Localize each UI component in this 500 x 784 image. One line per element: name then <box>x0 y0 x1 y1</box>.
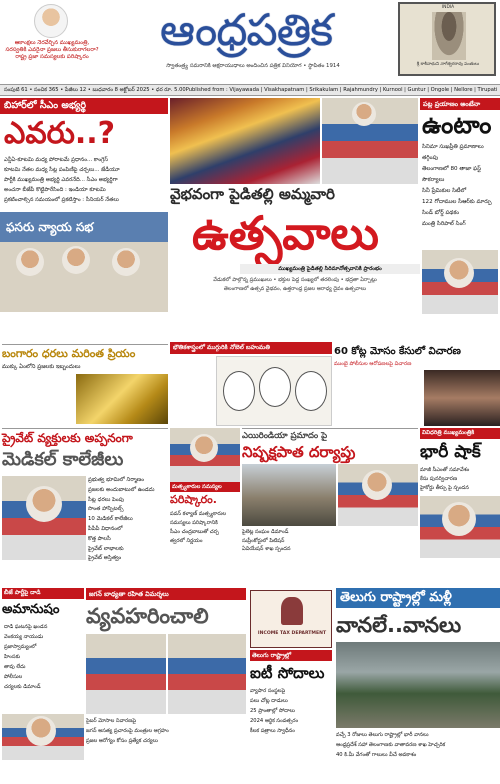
cm-at-temple-photo <box>322 98 418 184</box>
brutal-point: హింసకు <box>4 654 21 660</box>
incometax-kicker[interactable]: తెలుగు రాష్ట్రాల్లో <box>250 650 332 661</box>
cm-portrait <box>34 4 68 38</box>
leader-photo <box>16 248 44 276</box>
brutal-point: పోలీసుల <box>4 674 23 680</box>
brutal-point: చర్యలకు డిమాండ్ <box>4 684 41 690</box>
temple-headline-2[interactable]: ఉత్సవాలు <box>192 206 379 260</box>
leader-photo <box>112 248 140 276</box>
stamp-header: INDIA <box>441 5 455 10</box>
hospital-visit-photo <box>86 634 166 714</box>
founder-portrait <box>432 12 466 60</box>
pawan-kicker[interactable]: మత్స్యకారుల సమస్యల <box>170 482 240 492</box>
postage-stamp <box>398 2 496 76</box>
rain-points <box>336 730 500 760</box>
jagan-headline[interactable]: వ్యవహరించాలి <box>86 604 209 628</box>
temple-headline-1[interactable]: వైభవంగా పైడితల్లి అమ్మవారి <box>170 185 335 203</box>
incometax-point: వ్యాపార సంస్థలపై <box>250 688 286 694</box>
bihar-point: పార్టీకి ముఖ్యమంత్రి అభ్యర్థి ఎవరనేది... సీఎం అభ్యర్థిగా <box>4 177 118 183</box>
pawan-photo <box>170 428 240 482</box>
right-top-body <box>420 316 500 346</box>
gold-bars-photo <box>76 374 168 424</box>
brutal-point: దాడి ఘటనపై ఖండన <box>4 624 48 630</box>
shock-photo <box>420 496 500 558</box>
masthead <box>0 0 500 86</box>
jagan-photo <box>2 476 86 560</box>
jagan-face <box>26 486 62 522</box>
minister-face <box>444 258 474 288</box>
temple-strap: ముఖ్యమంత్రి పైడితల్లి సిరిమానోత్సవానికి ప్రారంభం <box>240 264 420 274</box>
temple-subpoints: వేడుకలో పాల్గొన్న ప్రముఖులు • భక్తుల పెద్ద సంఖ్యలో తరలింపు • భద్రతా ఏర్పాట్లు <box>213 277 377 283</box>
bihar-headline[interactable]: ఎవరు..? <box>4 116 116 151</box>
pawan-face <box>190 434 218 462</box>
bihar-point: ప్రకటించాల్సిన సమయంలో ప్రకటిస్తాం : సీనియర్ నేతలు <box>4 197 119 203</box>
temple-caption: తెలంగాణలో ఉత్సవ వైభవం, ఉత్తరాంధ్ర ప్రజల ఆరాధ్య దైవం ఉత్సవాలు <box>223 286 367 292</box>
rain-body <box>336 762 500 782</box>
masthead-subtitle: స్వాతంత్ర్య సమరానికి ఆక్షరాయుధాలు అందించిన పత్రిక వినియోగ • స్థాపితం 1914 <box>166 63 340 69</box>
cm-face <box>352 102 376 126</box>
shock-kicker[interactable]: వివిధరిత్రి ముఖ్యమంత్రికి <box>420 428 500 439</box>
leader-photo <box>62 246 90 274</box>
rain-headline[interactable]: వానలే..వానలు <box>336 613 462 637</box>
incometax-point: పలు చోట్ల దాడులు <box>250 698 288 704</box>
minister-photo <box>422 250 498 314</box>
medical-point: పీపీపీ విధానంలో <box>88 525 123 532</box>
bihar-kicker[interactable]: బిహార్‌లో సీఎం అభ్యర్థి <box>0 98 168 114</box>
shock-point: హైకోర్టు తీర్పు పై స్పందన <box>420 485 469 491</box>
income-tax-logo <box>250 590 332 648</box>
brutal-kicker[interactable]: బీజే పార్టీపై దాడి <box>2 588 84 599</box>
rain-point: 40 కి.మీ వేగంతో గాలులు వీచే అవకాశం <box>336 752 417 758</box>
incometax-point: 25 ప్రాంతాల్లో సోదాలు <box>250 708 295 714</box>
medical-point: ప్రజలకు అందుబాటులో ఉండదు <box>88 486 155 493</box>
airindia-point: సుప్రీంకోర్టులో పిటిషన్ <box>242 537 285 544</box>
medical-headline-1[interactable]: ప్రైవేట్ వ్యక్తులకు అప్పనంగా <box>2 428 168 446</box>
jagan-body <box>86 748 332 782</box>
airindia-body <box>242 556 418 586</box>
emblem-icon <box>281 597 303 625</box>
brutal-point: ప్రజాస్వామ్యంలో <box>4 644 37 650</box>
rain-kicker[interactable]: తెలుగు రాష్ట్రాల్లో మళ్లీ <box>336 588 500 608</box>
right-top-point: తెలంగాణలో 80 తాజా ఫస్ట్ సౌకర్యాలు <box>422 166 482 183</box>
right-top-points <box>422 142 500 230</box>
incometax-headline[interactable]: ఐటీ సోదాలు <box>250 664 325 682</box>
bihar-point: కూటమి నేతల మధ్య సీట్ల పంపిణీపై చర్చలు... జేడీయూ <box>4 167 120 173</box>
right-top-kicker[interactable]: పట్ల ప్రయాణం అంటేనా <box>420 98 500 110</box>
temple-procession-photo <box>170 98 320 184</box>
shock-points <box>420 466 500 493</box>
rain-point: ఆంధ్రప్రదేశ్ సహా తెలంగాణకు వాతావరణ శాఖ హెచ్చరిక <box>336 742 446 748</box>
airindia-point: ఏవియేషన్ శాఖ స్పందన <box>242 546 291 553</box>
pawan-point: పవన్ కళ్యాణ్ మత్స్యకారుల సమస్యలు పరిష్కారానికి <box>170 511 227 526</box>
airindia-point: పైలెట్ల సంఘం డిమాండ్ <box>242 529 289 535</box>
published-locations: Published from : Vijayawada | Visakhapatnam | Srikakulam | Rajahmundry | Kurnool | Guntur | Ongole | Nellore | Tirupati <box>185 87 498 93</box>
income-tax-logo-text: INCOME TAX DEPARTMENT <box>257 631 327 636</box>
laureate-portrait <box>259 367 291 407</box>
brutal-points <box>4 622 84 692</box>
jagan-point: జగన్ అసత్య ప్రచారంపై మంత్రుల ఆగ్రహం <box>86 728 169 734</box>
airindia-kicker[interactable]: ఎయిరిండియా ప్రమాదం పై <box>242 428 418 441</box>
medical-point: కొత్త పాలసీ <box>88 535 111 542</box>
medical-body <box>2 564 168 586</box>
right-top-point: సిండ్ బోర్డ్ పథకం <box>422 210 460 216</box>
edition-info: సంపుటి 61 • సంచిక 365 • పేజీలు 12 • బుధవారం 8 అక్టోబర్ 2025 • ధర రూ. 5.00 <box>4 87 186 93</box>
jagan-kicker[interactable]: జగన్ బాధ్యతా రహిత విమర్శలు <box>86 588 246 600</box>
gold-body <box>2 374 74 428</box>
gold-headline[interactable]: బంగారం ధరలు మరింత ప్రియం <box>2 344 168 362</box>
medical-point: 10 మెడికల్ కాలేజీలు <box>88 516 133 523</box>
medical-point: ప్రభుత్వ భూమిలో నిర్మాణం <box>88 477 144 483</box>
nobel-laureates-sketch <box>216 356 332 426</box>
bihar-point: ఎన్డీఏ-కూటమి మధ్య పోరాటమే ప్రధానం... కాంగ్రెస్ <box>4 157 109 163</box>
scam-sub: ముంబై పోలీసుల ఆరోపణలపై విచారణ <box>334 361 412 367</box>
medical-points <box>88 476 168 564</box>
brutal-headline[interactable]: అమానుషం <box>2 602 60 617</box>
pawan-point: త్వరలో నిర్ణయం <box>170 538 203 544</box>
medical-point: సొంత హాస్పిటల్స్ <box>88 506 124 513</box>
politician-face <box>442 502 476 536</box>
brutal-point: తావు లేదు <box>4 664 26 670</box>
medical-headline-2[interactable]: మెడికల్ కాలేజీలు <box>2 449 124 470</box>
edition-bar <box>0 84 500 96</box>
incometax-point: 2024 ఆర్థిక సంవత్సరం <box>250 718 299 724</box>
scam-headline[interactable]: 60 కోట్ల మోసం కేసులో విచారణ <box>334 346 461 357</box>
pawan-point: సీఎం చంద్రబాబుతో చర్చ <box>170 529 219 535</box>
right-top-point: 122 గోదాముల సీఆర్‌కు మార్పు <box>422 199 492 205</box>
nobel-body <box>170 356 214 426</box>
shock-point: మాజీ సీఎంతో సమావేశం <box>420 467 470 473</box>
venkaiah-photo <box>2 714 84 760</box>
scam-body <box>334 370 422 426</box>
right-top-point: సినీ ప్రేమికుల సిటీలో <box>422 188 467 194</box>
rain-point: వచ్చే 3 రోజులు తెలుగు రాష్ట్రాల్లో భారీ వానలు <box>336 732 429 738</box>
bihar-banner: ఫసరు న్యాయ సభ <box>6 220 94 234</box>
medical-point: ప్రైవేట్ అస్తిత్వం <box>88 555 122 562</box>
pawan-body <box>170 548 240 584</box>
airindia-official-photo <box>338 464 418 526</box>
airindia-headline[interactable]: నిష్పక్షపాత దర్యాప్తు <box>242 443 356 461</box>
newspaper-logo: ఆంధ్రపత్రిక <box>159 5 333 56</box>
shock-body <box>420 560 500 586</box>
medical-point: ప్రైవేట్ లాభాలకు <box>88 545 124 552</box>
incometax-points <box>250 686 332 736</box>
crash-site-photo <box>242 464 336 526</box>
venkaiah-face <box>26 716 56 746</box>
bihar-photo <box>0 212 168 312</box>
nobel-kicker[interactable]: భౌతికశాస్త్రంలో ముగ్గురికి నోబెల్ బహుమతి <box>170 342 332 354</box>
official-face <box>362 470 392 500</box>
cm-tagline: ఆకాంక్షలు నెరవేర్చిన ముఖ్యమంత్రి, సరస్వతికి ఎవరైనా ప్రజలు తీసుకురాగలరా? రాష్ట్ర ప్రజా సమస్యలకు పరిష్కారం <box>5 40 99 61</box>
incometax-point: కీలక పత్రాలు స్వాధీనం <box>250 728 295 734</box>
bihar-point: అంచనా బీజేపీ కొట్టిపారేసింది : ఇండియా కూటమి <box>4 187 106 193</box>
stamp-caption: శ్రీ కాశీనాథుని నాగేశ్వరరావు పంతులు <box>416 62 480 67</box>
shock-point: కేసు పునర్విచారణ <box>420 476 458 482</box>
right-top-point: సినిమా సుఖప్రీతి ప్రమాణాలు తగ్గింపు <box>422 144 484 161</box>
right-top-headline[interactable]: ఉంటాం <box>422 111 492 139</box>
bihar-body <box>2 314 168 342</box>
jagan-meeting-photo <box>168 634 246 714</box>
jagan-point: సైబర్ మోసాల నివారణపై <box>86 718 137 724</box>
laureate-portrait <box>295 371 327 411</box>
temple-body <box>170 295 420 339</box>
medical-point: సీట్ల ధరలు పెంపు <box>88 496 125 503</box>
shock-headline[interactable]: భారీ షాక్ <box>420 442 481 462</box>
right-top-point: మంత్రి సిరిపాల్ సింగ్ <box>422 221 466 227</box>
brutal-point: వెంకయ్య నాయుడు <box>4 634 44 640</box>
bihar-points <box>4 155 168 205</box>
pawan-points <box>170 510 240 546</box>
jagan-point: ప్రజల ఆరోగ్యం కోసం ప్రత్యేక చర్యలు <box>86 738 158 744</box>
pawan-headline[interactable]: పరిష్కారం. <box>170 493 217 506</box>
storm-photo <box>336 642 500 728</box>
gold-sub: ముక్కు ఏంలోని ప్రజలకు ఇబ్బందులు <box>2 364 81 370</box>
airindia-points <box>242 528 418 554</box>
actress-photo <box>424 370 500 426</box>
laureate-portrait <box>223 371 255 411</box>
brutal-body <box>2 762 84 782</box>
